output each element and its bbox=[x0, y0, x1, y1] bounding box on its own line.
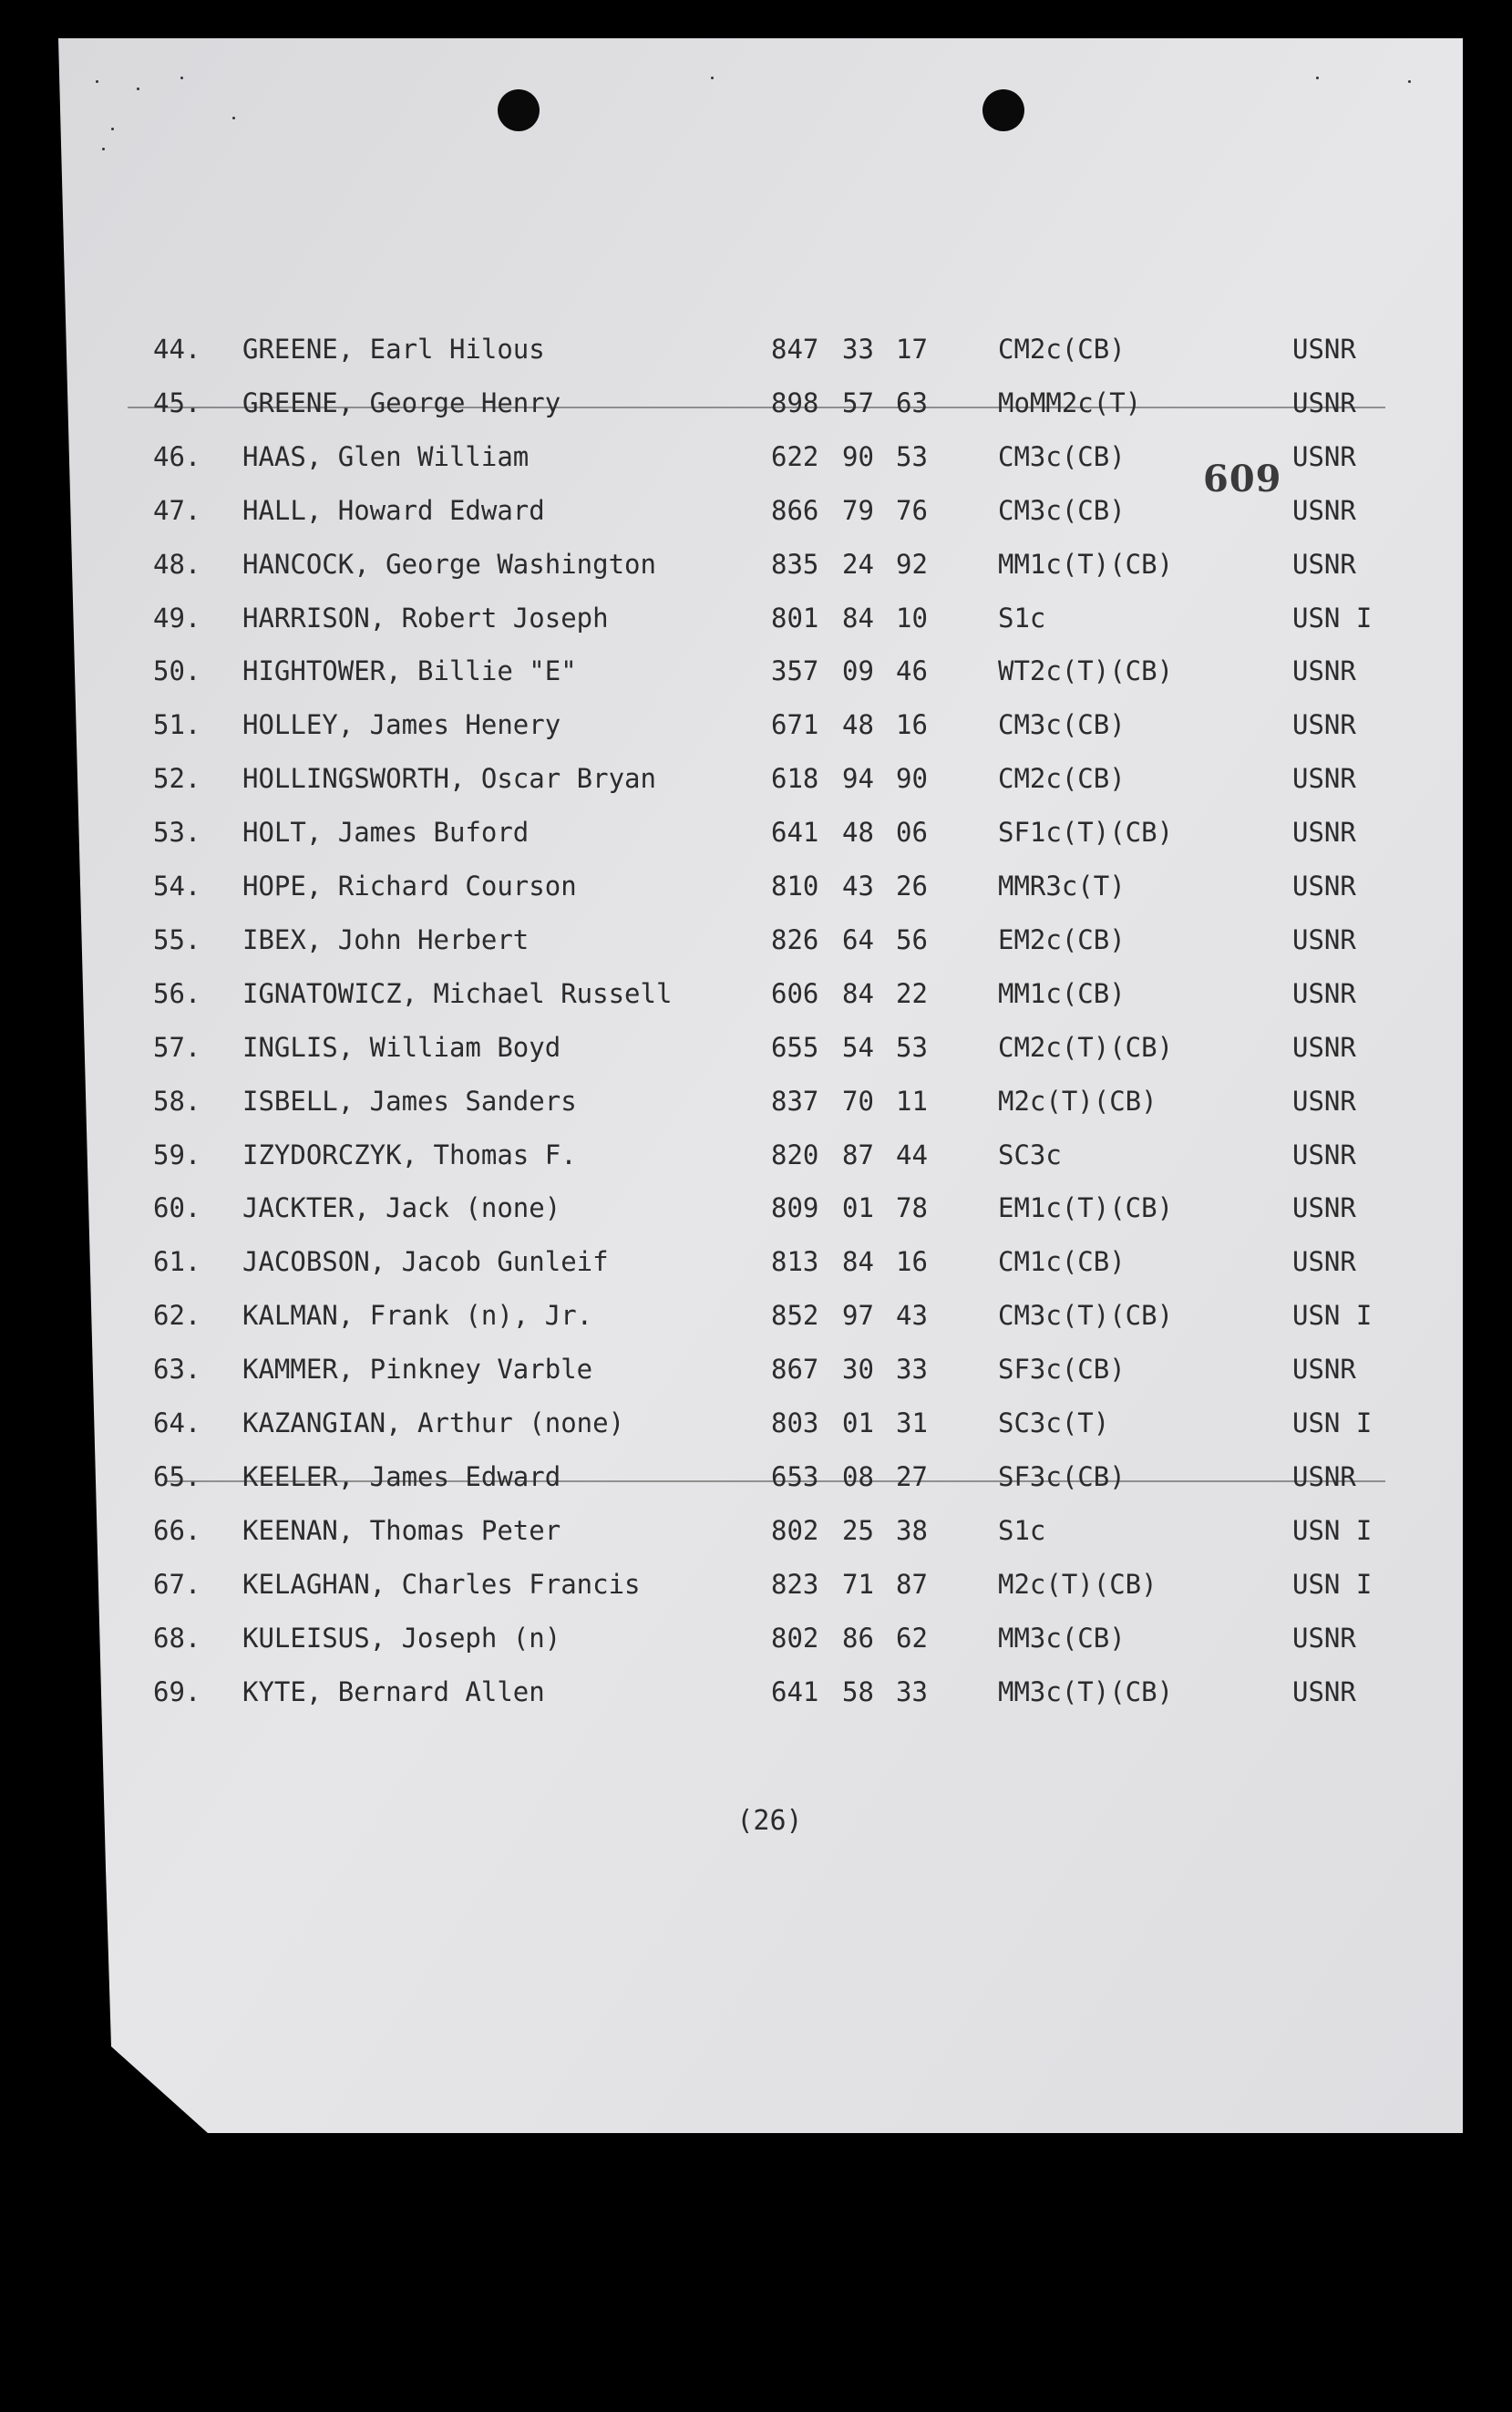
row-number: 45. bbox=[153, 387, 201, 418]
service-number-part-2: 01 bbox=[842, 1192, 874, 1223]
list-item bbox=[0, 541, 1512, 587]
service-number-part-1: 802 bbox=[771, 1515, 819, 1546]
service-number-part-2: 90 bbox=[842, 441, 874, 472]
service-number-part-1: 898 bbox=[771, 387, 819, 418]
service-number-part-3: 33 bbox=[896, 1354, 928, 1385]
list-item bbox=[0, 595, 1512, 641]
row-rating: SC3c(T) bbox=[998, 1407, 1110, 1438]
speck bbox=[111, 128, 114, 130]
service-number-part-2: 48 bbox=[842, 817, 874, 848]
service-number-part-1: 622 bbox=[771, 441, 819, 472]
row-number: 54. bbox=[153, 871, 201, 902]
service-number-part-1: 810 bbox=[771, 871, 819, 902]
page-number: (26) bbox=[736, 1805, 803, 1837]
row-name: HARRISON, Robert Joseph bbox=[242, 603, 609, 634]
row-rating: MM1c(CB) bbox=[998, 978, 1126, 1009]
list-item bbox=[0, 326, 1512, 372]
service-number-part-1: 826 bbox=[771, 924, 819, 955]
row-rating: M2c(T)(CB) bbox=[998, 1086, 1157, 1117]
service-number-part-3: 62 bbox=[896, 1623, 928, 1654]
row-number: 53. bbox=[153, 817, 201, 848]
list-item bbox=[0, 809, 1512, 855]
service-number-part-2: 57 bbox=[842, 387, 874, 418]
service-number-part-1: 809 bbox=[771, 1192, 819, 1223]
row-number: 59. bbox=[153, 1139, 201, 1170]
row-number: 68. bbox=[153, 1623, 201, 1654]
service-number-part-3: 38 bbox=[896, 1515, 928, 1546]
row-branch: USN I bbox=[1292, 1407, 1373, 1438]
row-branch: USNR bbox=[1292, 1676, 1356, 1707]
row-branch: USN I bbox=[1292, 1300, 1373, 1331]
row-number: 56. bbox=[153, 978, 201, 1009]
speck bbox=[102, 148, 105, 150]
row-number: 49. bbox=[153, 603, 201, 634]
service-number-part-2: 86 bbox=[842, 1623, 874, 1654]
row-branch: USNR bbox=[1292, 978, 1356, 1009]
row-branch: USNR bbox=[1292, 1192, 1356, 1223]
service-number-part-1: 618 bbox=[771, 763, 819, 794]
service-number-part-2: 64 bbox=[842, 924, 874, 955]
row-name: JACOBSON, Jacob Gunleif bbox=[242, 1246, 609, 1277]
row-rating: CM3c(CB) bbox=[998, 709, 1126, 740]
service-number-part-2: 01 bbox=[842, 1407, 874, 1438]
row-number: 58. bbox=[153, 1086, 201, 1117]
row-rating: CM1c(CB) bbox=[998, 1246, 1126, 1277]
list-item bbox=[0, 648, 1512, 694]
service-number-part-2: 71 bbox=[842, 1569, 874, 1600]
service-number-part-3: 26 bbox=[896, 871, 928, 902]
row-number: 44. bbox=[153, 334, 201, 365]
service-number-part-1: 867 bbox=[771, 1354, 819, 1385]
row-rating: SF3c(CB) bbox=[998, 1461, 1126, 1492]
service-number-part-1: 820 bbox=[771, 1139, 819, 1170]
row-rating: MM3c(T)(CB) bbox=[998, 1676, 1174, 1707]
service-number-part-2: 24 bbox=[842, 549, 874, 580]
row-branch: USN I bbox=[1292, 1515, 1373, 1546]
row-branch: USNR bbox=[1292, 549, 1356, 580]
row-name: ISBELL, James Sanders bbox=[242, 1086, 577, 1117]
list-item bbox=[0, 756, 1512, 801]
row-branch: USNR bbox=[1292, 1461, 1356, 1492]
row-branch: USNR bbox=[1292, 924, 1356, 955]
service-number-part-1: 823 bbox=[771, 1569, 819, 1600]
row-number: 46. bbox=[153, 441, 201, 472]
row-rating: SC3c bbox=[998, 1139, 1062, 1170]
row-rating: CM3c(CB) bbox=[998, 495, 1126, 526]
row-branch: USNR bbox=[1292, 817, 1356, 848]
row-name: KEENAN, Thomas Peter bbox=[242, 1515, 561, 1546]
service-number-part-3: 27 bbox=[896, 1461, 928, 1492]
service-number-part-2: 84 bbox=[842, 603, 874, 634]
list-item bbox=[0, 1562, 1512, 1607]
row-branch: USNR bbox=[1292, 1032, 1356, 1063]
row-rating: S1c bbox=[998, 1515, 1046, 1546]
speck bbox=[137, 88, 139, 90]
row-rating: EM1c(T)(CB) bbox=[998, 1192, 1174, 1223]
service-number-part-3: 06 bbox=[896, 817, 928, 848]
service-number-part-3: 53 bbox=[896, 441, 928, 472]
service-number-part-3: 16 bbox=[896, 709, 928, 740]
row-rating: CM2c(T)(CB) bbox=[998, 1032, 1174, 1063]
list-item bbox=[0, 702, 1512, 747]
service-number-part-1: 837 bbox=[771, 1086, 819, 1117]
row-branch: USNR bbox=[1292, 871, 1356, 902]
service-number-part-3: 63 bbox=[896, 387, 928, 418]
row-name: GREENE, Earl Hilous bbox=[242, 334, 545, 365]
row-name: HIGHTOWER, Billie "E" bbox=[242, 655, 577, 686]
list-item bbox=[0, 1293, 1512, 1338]
row-name: HOLLINGSWORTH, Oscar Bryan bbox=[242, 763, 656, 794]
list-item bbox=[0, 1132, 1512, 1178]
row-name: KULEISUS, Joseph (n) bbox=[242, 1623, 561, 1654]
service-number-part-3: 22 bbox=[896, 978, 928, 1009]
list-item bbox=[0, 1078, 1512, 1124]
row-name: GREENE, George Henry bbox=[242, 387, 561, 418]
row-number: 69. bbox=[153, 1676, 201, 1707]
row-name: INGLIS, William Boyd bbox=[242, 1032, 561, 1063]
service-number-part-2: 70 bbox=[842, 1086, 874, 1117]
row-name: IGNATOWICZ, Michael Russell bbox=[242, 978, 673, 1009]
service-number-part-3: 11 bbox=[896, 1086, 928, 1117]
service-number-part-2: 97 bbox=[842, 1300, 874, 1331]
row-branch: USNR bbox=[1292, 1246, 1356, 1277]
service-number-part-1: 835 bbox=[771, 549, 819, 580]
row-name: KALMAN, Frank (n), Jr. bbox=[242, 1300, 593, 1331]
row-rating: CM3c(CB) bbox=[998, 441, 1126, 472]
list-item bbox=[0, 1025, 1512, 1070]
row-number: 60. bbox=[153, 1192, 201, 1223]
row-number: 57. bbox=[153, 1032, 201, 1063]
row-name: HANCOCK, George Washington bbox=[242, 549, 656, 580]
stamp-number: 609 bbox=[1203, 458, 1282, 500]
service-number-part-3: 17 bbox=[896, 334, 928, 365]
service-number-part-3: 31 bbox=[896, 1407, 928, 1438]
list-item bbox=[0, 863, 1512, 909]
row-number: 52. bbox=[153, 763, 201, 794]
service-number-part-2: 84 bbox=[842, 978, 874, 1009]
service-number-part-3: 76 bbox=[896, 495, 928, 526]
service-number-part-3: 90 bbox=[896, 763, 928, 794]
list-item bbox=[0, 971, 1512, 1016]
row-number: 63. bbox=[153, 1354, 201, 1385]
service-number-part-2: 79 bbox=[842, 495, 874, 526]
list-item bbox=[0, 488, 1512, 533]
punch-hole-left bbox=[498, 89, 540, 131]
row-name: HALL, Howard Edward bbox=[242, 495, 545, 526]
list-item bbox=[0, 1454, 1512, 1500]
row-name: HAAS, Glen William bbox=[242, 441, 530, 472]
row-number: 48. bbox=[153, 549, 201, 580]
row-number: 55. bbox=[153, 924, 201, 955]
list-item bbox=[0, 434, 1512, 479]
service-number-part-1: 641 bbox=[771, 1676, 819, 1707]
service-number-part-2: 84 bbox=[842, 1246, 874, 1277]
row-branch: USN I bbox=[1292, 1569, 1373, 1600]
service-number-part-2: 08 bbox=[842, 1461, 874, 1492]
service-number-part-1: 655 bbox=[771, 1032, 819, 1063]
row-rating: MoMM2c(T) bbox=[998, 387, 1142, 418]
list-item bbox=[0, 1508, 1512, 1553]
row-branch: USNR bbox=[1292, 763, 1356, 794]
row-name: HOPE, Richard Courson bbox=[242, 871, 577, 902]
row-rating: S1c bbox=[998, 603, 1046, 634]
service-number-part-2: 94 bbox=[842, 763, 874, 794]
service-number-part-1: 847 bbox=[771, 334, 819, 365]
row-branch: USNR bbox=[1292, 334, 1356, 365]
row-name: KAMMER, Pinkney Varble bbox=[242, 1354, 593, 1385]
row-name: KYTE, Bernard Allen bbox=[242, 1676, 545, 1707]
row-rating: WT2c(T)(CB) bbox=[998, 655, 1174, 686]
service-number-part-1: 357 bbox=[771, 655, 819, 686]
row-rating: CM2c(CB) bbox=[998, 763, 1126, 794]
row-number: 62. bbox=[153, 1300, 201, 1331]
list-item bbox=[0, 917, 1512, 963]
row-name: KELAGHAN, Charles Francis bbox=[242, 1569, 641, 1600]
list-item bbox=[0, 380, 1512, 426]
speck bbox=[96, 80, 98, 83]
service-number-part-3: 44 bbox=[896, 1139, 928, 1170]
row-rating: MMR3c(T) bbox=[998, 871, 1126, 902]
service-number-part-1: 852 bbox=[771, 1300, 819, 1331]
service-number-part-3: 78 bbox=[896, 1192, 928, 1223]
service-number-part-1: 866 bbox=[771, 495, 819, 526]
row-name: JACKTER, Jack (none) bbox=[242, 1192, 561, 1223]
row-number: 61. bbox=[153, 1246, 201, 1277]
list-item bbox=[0, 1615, 1512, 1661]
row-rating: MM3c(CB) bbox=[998, 1623, 1126, 1654]
service-number-part-2: 58 bbox=[842, 1676, 874, 1707]
list-item bbox=[0, 1346, 1512, 1392]
row-branch: USNR bbox=[1292, 1139, 1356, 1170]
speck bbox=[180, 77, 183, 79]
row-rating: MM1c(T)(CB) bbox=[998, 549, 1174, 580]
row-name: IZYDORCZYK, Thomas F. bbox=[242, 1139, 577, 1170]
service-number-part-1: 653 bbox=[771, 1461, 819, 1492]
service-number-part-2: 33 bbox=[842, 334, 874, 365]
row-branch: USNR bbox=[1292, 655, 1356, 686]
row-rating: M2c(T)(CB) bbox=[998, 1569, 1157, 1600]
row-branch: USNR bbox=[1292, 1623, 1356, 1654]
service-number-part-1: 671 bbox=[771, 709, 819, 740]
list-item bbox=[0, 1185, 1512, 1231]
row-number: 50. bbox=[153, 655, 201, 686]
row-branch: USNR bbox=[1292, 387, 1356, 418]
row-branch: USN I bbox=[1292, 603, 1373, 634]
list-item bbox=[0, 1669, 1512, 1715]
list-item bbox=[0, 1400, 1512, 1446]
service-number-part-3: 56 bbox=[896, 924, 928, 955]
service-number-part-1: 813 bbox=[771, 1246, 819, 1277]
row-number: 64. bbox=[153, 1407, 201, 1438]
row-number: 65. bbox=[153, 1461, 201, 1492]
speck bbox=[1408, 80, 1411, 83]
row-number: 47. bbox=[153, 495, 201, 526]
service-number-part-3: 43 bbox=[896, 1300, 928, 1331]
speck bbox=[711, 77, 714, 79]
row-branch: USNR bbox=[1292, 709, 1356, 740]
row-rating: EM2c(CB) bbox=[998, 924, 1126, 955]
row-name: KAZANGIAN, Arthur (none) bbox=[242, 1407, 625, 1438]
row-number: 51. bbox=[153, 709, 201, 740]
service-number-part-2: 09 bbox=[842, 655, 874, 686]
service-number-part-1: 803 bbox=[771, 1407, 819, 1438]
row-name: KEELER, James Edward bbox=[242, 1461, 561, 1492]
list-item bbox=[0, 1239, 1512, 1284]
row-rating: SF1c(T)(CB) bbox=[998, 817, 1174, 848]
service-number-part-3: 16 bbox=[896, 1246, 928, 1277]
service-number-part-3: 53 bbox=[896, 1032, 928, 1063]
row-branch: USNR bbox=[1292, 1354, 1356, 1385]
row-rating: CM2c(CB) bbox=[998, 334, 1126, 365]
service-number-part-3: 46 bbox=[896, 655, 928, 686]
service-number-part-2: 43 bbox=[842, 871, 874, 902]
speck bbox=[1316, 77, 1319, 79]
service-number-part-3: 33 bbox=[896, 1676, 928, 1707]
service-number-part-1: 802 bbox=[771, 1623, 819, 1654]
service-number-part-3: 92 bbox=[896, 549, 928, 580]
service-number-part-2: 48 bbox=[842, 709, 874, 740]
speck bbox=[232, 117, 235, 119]
row-name: HOLLEY, James Henery bbox=[242, 709, 561, 740]
row-rating: SF3c(CB) bbox=[998, 1354, 1126, 1385]
punch-hole-right bbox=[982, 89, 1024, 131]
row-branch: USNR bbox=[1292, 1086, 1356, 1117]
service-number-part-2: 25 bbox=[842, 1515, 874, 1546]
service-number-part-1: 801 bbox=[771, 603, 819, 634]
service-number-part-1: 641 bbox=[771, 817, 819, 848]
service-number-part-3: 10 bbox=[896, 603, 928, 634]
service-number-part-2: 87 bbox=[842, 1139, 874, 1170]
service-number-part-2: 54 bbox=[842, 1032, 874, 1063]
service-number-part-3: 87 bbox=[896, 1569, 928, 1600]
service-number-part-2: 30 bbox=[842, 1354, 874, 1385]
service-number-part-1: 606 bbox=[771, 978, 819, 1009]
row-name: HOLT, James Buford bbox=[242, 817, 530, 848]
row-number: 67. bbox=[153, 1569, 201, 1600]
row-branch: USNR bbox=[1292, 495, 1356, 526]
row-rating: CM3c(T)(CB) bbox=[998, 1300, 1174, 1331]
row-branch: USNR bbox=[1292, 441, 1356, 472]
row-name: IBEX, John Herbert bbox=[242, 924, 530, 955]
row-number: 66. bbox=[153, 1515, 201, 1546]
